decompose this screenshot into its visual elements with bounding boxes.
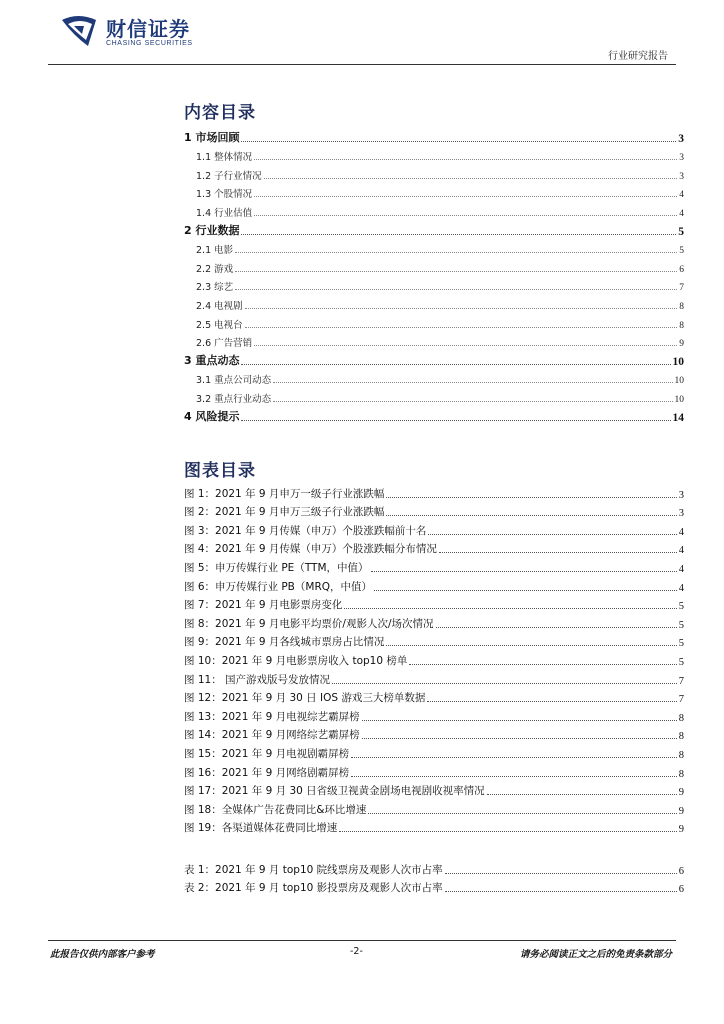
- toc-list: [184, 126, 684, 424]
- toc-entry[interactable]: [184, 612, 684, 631]
- entry-page-number: 7: [678, 694, 684, 706]
- logo-mark-icon: [58, 14, 100, 50]
- entry-page-number: 8: [679, 320, 684, 331]
- dot-leader: [241, 141, 676, 142]
- toc-entry[interactable]: [184, 501, 684, 520]
- dot-leader: [264, 178, 678, 179]
- toc-entry[interactable]: [184, 631, 684, 650]
- entry-page-number: 9: [678, 787, 684, 799]
- report-type-label: 行业研究报告: [608, 51, 668, 62]
- entry-page-number: 3: [678, 508, 684, 520]
- dot-leader: [241, 420, 670, 421]
- toc-entry[interactable]: [184, 275, 684, 294]
- toc-entry[interactable]: [184, 386, 684, 405]
- header-divider: [48, 64, 676, 65]
- dot-leader: [235, 252, 677, 253]
- entry-label: 图 18：全媒体广告花费同比&环比增速: [184, 803, 367, 816]
- entry-page-number: 5: [678, 619, 684, 631]
- logo-english-name: CHASING SECURITIES: [106, 39, 193, 47]
- entry-label: 图 19：各渠道媒体花费同比增速: [184, 822, 338, 835]
- entry-page-number: 4: [679, 190, 684, 201]
- toc-entry[interactable]: [184, 331, 684, 350]
- dot-leader: [409, 664, 676, 665]
- entry-label: 图 9：2021 年 9 月各线城市票房占比情况: [184, 636, 385, 649]
- entry-page-number: 3: [678, 489, 684, 501]
- entry-page-number: 3: [678, 132, 684, 145]
- entry-page-number: 4: [678, 545, 684, 557]
- entry-page-number: 6: [679, 264, 684, 275]
- dot-leader: [254, 159, 677, 160]
- tables-list: [184, 858, 684, 895]
- entry-page-number: 6: [678, 884, 684, 896]
- dot-leader: [362, 720, 677, 721]
- entry-label: 图 2：2021 年 9 月申万三级子行业涨跌幅: [184, 506, 385, 519]
- entry-label: 3.1 重点公司动态: [196, 375, 272, 387]
- entry-page-number: 6: [678, 865, 684, 877]
- dot-leader: [235, 289, 677, 290]
- toc-entry[interactable]: [184, 238, 684, 257]
- entry-label: 表 2：2021 年 9 月 top10 影投票房及观影人次市占率: [184, 882, 443, 895]
- entry-label: 2.3 综艺: [196, 282, 234, 294]
- dot-leader: [245, 308, 678, 309]
- toc-entry[interactable]: [184, 594, 684, 613]
- dot-leader: [439, 552, 677, 553]
- entry-label: 4 风险提示: [184, 409, 240, 423]
- toc-entry[interactable]: [184, 368, 684, 387]
- toc-entry[interactable]: [184, 575, 684, 594]
- entry-label: 图 1：2021 年 9 月申万一级子行业涨跌幅: [184, 487, 385, 500]
- entry-label: 1.1 整体情况: [196, 152, 253, 164]
- toc-entry[interactable]: [184, 687, 684, 706]
- company-logo: [58, 14, 193, 50]
- entry-label: 图 16：2021 年 9 月网络剧霸屏榜: [184, 766, 350, 779]
- entry-page-number: 9: [679, 339, 684, 350]
- entry-page-number: 8: [678, 768, 684, 780]
- entry-page-number: 3: [679, 171, 684, 182]
- dot-leader: [241, 364, 670, 365]
- entry-page-number: 7: [679, 283, 684, 294]
- dot-leader: [371, 571, 677, 572]
- dot-leader: [351, 757, 677, 758]
- entry-label: 图 8：2021 年 9 月电影平均票价/观影人次/场次情况: [184, 617, 434, 630]
- entry-page-number: 8: [678, 731, 684, 743]
- dot-leader: [362, 738, 677, 739]
- toc-entry[interactable]: [184, 668, 684, 687]
- entry-label: 2.6 广告营销: [196, 338, 253, 350]
- dot-leader: [273, 401, 672, 402]
- entry-page-number: 4: [678, 582, 684, 594]
- entry-page-number: 8: [678, 712, 684, 724]
- entry-page-number: 5: [678, 638, 684, 650]
- toc-entry[interactable]: [184, 405, 684, 424]
- entry-label: 图 10：2021 年 9 月电影票房收入 top10 榜单: [184, 654, 408, 667]
- entry-page-number: 5: [679, 246, 684, 257]
- dot-leader: [332, 683, 677, 684]
- logo-chinese-name: 财信证券: [106, 16, 190, 41]
- entry-label: 1.2 子行业情况: [196, 170, 262, 182]
- toc-entry[interactable]: [184, 163, 684, 182]
- page-number: -2-: [350, 946, 363, 957]
- entry-label: 图 13：2021 年 9 月电视综艺霸屏榜: [184, 710, 360, 723]
- dot-leader: [241, 234, 676, 235]
- dot-leader: [351, 776, 677, 777]
- entry-label: 表 1：2021 年 9 月 top10 院线票房及观影人次市占率: [184, 863, 443, 876]
- toc-entry[interactable]: [184, 538, 684, 557]
- toc-entry[interactable]: [184, 556, 684, 575]
- footer-disclaimer: 此报告仅供内部客户参考: [50, 949, 155, 960]
- entry-label: 图 14：2021 年 9 月网络综艺霸屏榜: [184, 729, 360, 742]
- entry-page-number: 7: [678, 675, 684, 687]
- entry-label: 1.4 行业估值: [196, 207, 253, 219]
- toc-entry[interactable]: [184, 877, 684, 896]
- dot-leader: [427, 701, 676, 702]
- entry-label: 1 市场回顾: [184, 130, 240, 144]
- toc-entry[interactable]: [184, 519, 684, 538]
- toc-entry[interactable]: [184, 182, 684, 201]
- dot-leader: [386, 515, 676, 516]
- toc-entry[interactable]: [184, 742, 684, 761]
- entry-page-number: 5: [678, 656, 684, 668]
- entry-page-number: 5: [678, 601, 684, 613]
- toc-entry[interactable]: [184, 126, 684, 145]
- dot-leader: [339, 831, 677, 832]
- toc-entry[interactable]: [184, 798, 684, 817]
- dot-leader: [235, 271, 677, 272]
- entry-page-number: 8: [679, 301, 684, 312]
- dot-leader: [436, 627, 677, 628]
- entry-label: 图 3：2021 年 9 月传媒（申万）个股涨跌幅前十名: [184, 524, 427, 537]
- entry-label: 3 重点动态: [184, 353, 240, 367]
- entry-page-number: 4: [679, 208, 684, 219]
- toc-entry[interactable]: [184, 293, 684, 312]
- entry-label: 2.4 电视剧: [196, 300, 243, 312]
- figures-list: [184, 482, 684, 835]
- entry-label: 图 5：申万传媒行业 PE（TTM，中值）: [184, 561, 369, 574]
- dot-leader: [344, 608, 676, 609]
- entry-label: 图 7：2021 年 9 月电影票房变化: [184, 599, 343, 612]
- entry-label: 图 6：申万传媒行业 PB（MRQ，中值）: [184, 580, 373, 593]
- toc-entry[interactable]: [184, 858, 684, 877]
- entry-label: 2 行业数据: [184, 223, 240, 237]
- toc-entry[interactable]: [184, 349, 684, 368]
- dot-leader: [386, 645, 676, 646]
- entry-label: 图 12：2021 年 9 月 30 日 IOS 游戏三大榜单数据: [184, 692, 426, 705]
- entry-page-number: 4: [678, 563, 684, 575]
- toc-entry[interactable]: [184, 219, 684, 238]
- footer-notice: 请务必阅读正文之后的免责条款部分: [519, 949, 672, 960]
- toc-entry[interactable]: [184, 649, 684, 668]
- entry-label: 3.2 重点行业动态: [196, 393, 272, 405]
- entry-label: 图 11： 国产游戏版号发放情况: [184, 673, 331, 686]
- entry-label: 2.2 游戏: [196, 263, 234, 275]
- toc-entry[interactable]: [184, 256, 684, 275]
- dot-leader: [487, 794, 677, 795]
- dot-leader: [428, 534, 676, 535]
- entry-page-number: 5: [678, 225, 684, 238]
- entry-page-number: 10: [674, 376, 684, 387]
- toc-title: 内容目录: [184, 103, 256, 123]
- entry-label: 1.3 个股情况: [196, 189, 253, 201]
- entry-page-number: 3: [679, 153, 684, 164]
- dot-leader: [445, 891, 677, 892]
- page-header: [0, 0, 724, 66]
- toc-entry[interactable]: [184, 145, 684, 164]
- entry-page-number: 10: [672, 355, 684, 368]
- entry-label: 图 4：2021 年 9 月传媒（申万）个股涨跌幅分布情况: [184, 543, 437, 556]
- toc-entry[interactable]: [184, 705, 684, 724]
- toc-entry[interactable]: [184, 780, 684, 799]
- dot-leader: [386, 497, 676, 498]
- entry-page-number: 4: [678, 526, 684, 538]
- dot-leader: [254, 196, 677, 197]
- entry-label: 2.1 电影: [196, 245, 234, 257]
- dot-leader: [368, 813, 676, 814]
- entry-label: 图 15：2021 年 9 月电视剧霸屏榜: [184, 747, 350, 760]
- dot-leader: [254, 215, 677, 216]
- toc-entry[interactable]: [184, 817, 684, 836]
- toc-entry[interactable]: [184, 482, 684, 501]
- toc-entry[interactable]: [184, 312, 684, 331]
- entry-label: 图 17：2021 年 9 月 30 日省级卫视黄金剧场电视剧收视率情况: [184, 785, 485, 798]
- entry-page-number: 9: [678, 805, 684, 817]
- entry-page-number: 9: [678, 824, 684, 836]
- dot-leader: [273, 382, 672, 383]
- toc-entry[interactable]: [184, 200, 684, 219]
- dot-leader: [445, 873, 677, 874]
- entry-label: 2.5 电视台: [196, 319, 243, 331]
- toc-entry[interactable]: [184, 724, 684, 743]
- entry-page-number: 14: [672, 411, 684, 424]
- figures-title: 图表目录: [184, 461, 256, 481]
- entry-page-number: 10: [674, 394, 684, 405]
- footer-divider: [48, 940, 676, 941]
- dot-leader: [254, 345, 677, 346]
- entry-page-number: 8: [678, 749, 684, 761]
- dot-leader: [245, 327, 678, 328]
- toc-entry[interactable]: [184, 761, 684, 780]
- dot-leader: [374, 590, 677, 591]
